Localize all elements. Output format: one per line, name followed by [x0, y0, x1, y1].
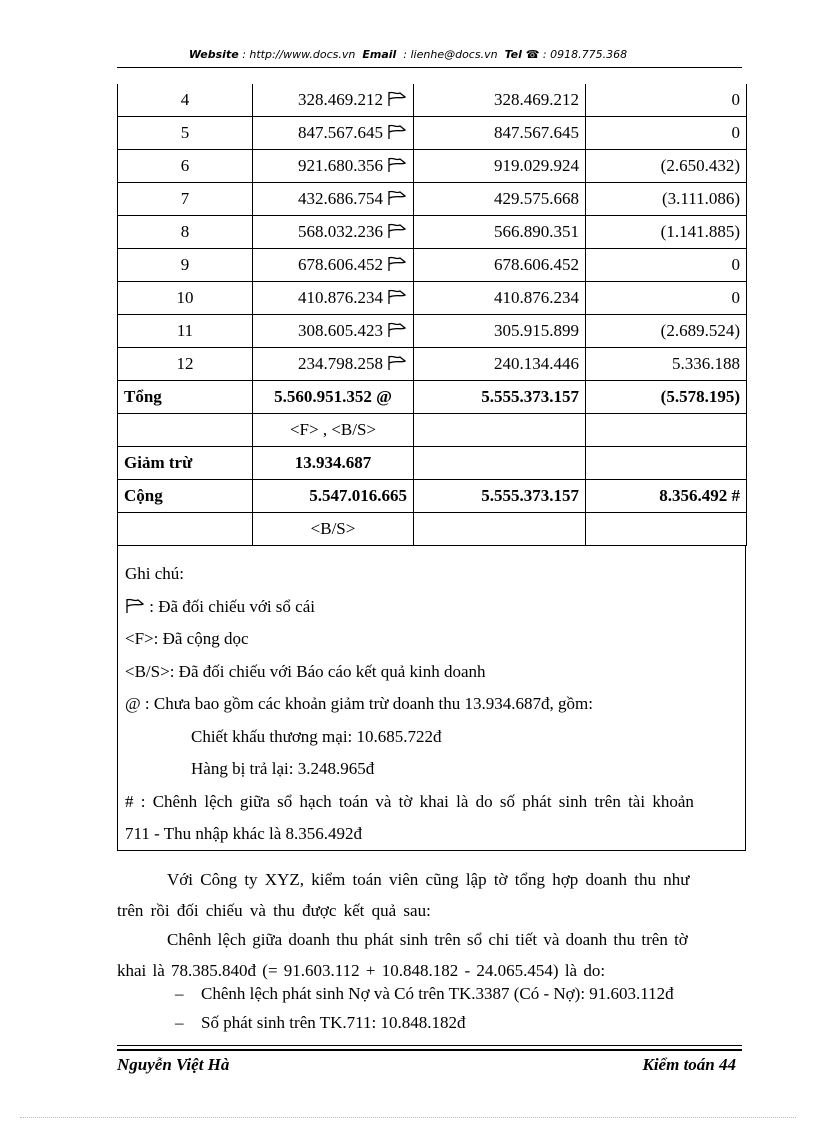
paragraph-2-line2: khai là 78.385.840đ (= 91.603.112 + 10.848.182 - 24.065.454) là do: [117, 961, 606, 980]
bullet-2-text: Số phát sinh trên TK.711: 10.848.182đ [201, 1013, 466, 1032]
bullet-2 [175, 1013, 465, 1033]
header-divider [117, 67, 742, 68]
table-row [118, 249, 747, 282]
table-row [118, 84, 747, 117]
checked-flag-icon [387, 124, 407, 140]
table-row [118, 315, 747, 348]
ledger-value: 921.680.356 [298, 156, 383, 175]
ledger-value: 410.876.234 [298, 288, 383, 307]
ledger-cell [253, 315, 414, 348]
tel-label: Tel ☎ [504, 48, 540, 61]
sum-label: Cộng [118, 480, 253, 513]
diff-cell: (2.650.432) [586, 150, 747, 183]
checked-flag-icon [387, 355, 407, 371]
f-note: <F>: Đã cộng dọc [125, 629, 249, 648]
hash-note-line2: 711 - Thu nhập khác là 8.356.492đ [125, 824, 363, 843]
email-value: : lienhe@docs.vn [403, 48, 498, 61]
table-summary [118, 381, 747, 546]
month-cell: 12 [118, 348, 253, 381]
total-diff: (5.578.195) [586, 381, 747, 414]
diff-cell: 0 [586, 84, 747, 117]
declared-cell: 847.567.645 [414, 117, 586, 150]
returns-note: Hàng bị trả lại: 3.248.965đ [191, 759, 375, 778]
ledger-cell [253, 150, 414, 183]
sum-declared: 5.555.373.157 [414, 480, 586, 513]
footer-page-label: Kiểm toán 44 [642, 1055, 736, 1074]
month-cell: 6 [118, 150, 253, 183]
declared-cell: 305.915.899 [414, 315, 586, 348]
ledger-cell [253, 249, 414, 282]
total-row [118, 381, 747, 414]
footer-divider-thin [117, 1045, 742, 1046]
ledger-cell [253, 282, 414, 315]
total-declared: 5.555.373.157 [414, 381, 586, 414]
checked-flag-icon [387, 322, 407, 338]
revenue-comparison-table [117, 84, 747, 546]
sum-diff: 8.356.492 # [586, 480, 747, 513]
diff-cell: (3.111.086) [586, 183, 747, 216]
deduction-ledger: 13.934.687 [253, 447, 414, 480]
deduction-label: Giảm trừ [118, 447, 253, 480]
sum-mark: <B/S> [253, 513, 414, 546]
website-value: : http://www.docs.vn [242, 48, 356, 61]
checked-flag-icon [387, 223, 407, 239]
month-cell: 5 [118, 117, 253, 150]
ledger-cell [253, 216, 414, 249]
sum-ledger: 5.547.016.665 [253, 480, 414, 513]
table-row [118, 348, 747, 381]
bullet-1-text: Chênh lệch phát sinh Nợ và Có trên TK.3387 (Có - Nợ): 91.603.112đ [201, 984, 674, 1003]
paragraph-1-line1: Với Công ty XYZ, kiểm toán viên cũng lập tờ tổng hợp doanh thu như [167, 870, 690, 889]
month-cell: 10 [118, 282, 253, 315]
declared-cell: 919.029.924 [414, 150, 586, 183]
declared-cell: 429.575.668 [414, 183, 586, 216]
notes-title: Ghi chú: [125, 564, 185, 583]
total-ledger: 5.560.951.352 @ [253, 381, 414, 414]
page-bottom-edge [20, 1117, 796, 1118]
hash-note-line1: # : Chênh lệch giữa sổ hạch toán và tờ khai là do số phát sinh trên tài khoản [125, 791, 694, 811]
paragraph-1 [117, 864, 742, 926]
footer-author: Nguyễn Việt Hà [117, 1055, 230, 1074]
declared-cell: 328.469.212 [414, 84, 586, 117]
month-cell: 4 [118, 84, 253, 117]
declared-cell: 678.606.452 [414, 249, 586, 282]
table-row [118, 282, 747, 315]
bullet-dash: – [175, 984, 184, 1003]
total-mark-row [118, 414, 747, 447]
table-body [118, 84, 747, 381]
ledger-value: 328.469.212 [298, 90, 383, 109]
email-label: Email [362, 48, 397, 61]
ledger-value: 308.605.423 [298, 321, 383, 340]
total-mark: <F> , <B/S> [253, 414, 414, 447]
ledger-value: 847.567.645 [298, 123, 383, 142]
table-row [118, 183, 747, 216]
ledger-cell [253, 348, 414, 381]
diff-cell: 0 [586, 282, 747, 315]
diff-cell: (2.689.524) [586, 315, 747, 348]
sum-mark-row [118, 513, 747, 546]
month-cell: 11 [118, 315, 253, 348]
discount-note: Chiết khấu thương mại: 10.685.722đ [191, 726, 442, 746]
diff-cell: 5.336.188 [586, 348, 747, 381]
declared-cell: 566.890.351 [414, 216, 586, 249]
checked-flag-icon [387, 157, 407, 173]
checked-flag-icon [387, 256, 407, 272]
paragraph-2-line1: Chênh lệch giữa doanh thu phát sinh trên sổ chi tiết và doanh thu trên tờ [167, 930, 688, 949]
deduction-row [118, 447, 747, 480]
ledger-cell [253, 183, 414, 216]
diff-cell: 0 [586, 249, 747, 282]
ledger-cell [253, 117, 414, 150]
total-label: Tổng [118, 381, 253, 414]
checked-flag-icon [387, 289, 407, 305]
diff-cell: 0 [586, 117, 747, 150]
table-row [118, 216, 747, 249]
month-cell: 7 [118, 183, 253, 216]
paragraph-2 [117, 924, 742, 986]
tel-value: : 0918.775.368 [542, 48, 628, 61]
bullet-1 [175, 984, 674, 1004]
ledger-value: 234.798.258 [298, 354, 383, 373]
ledger-value: 432.686.754 [298, 189, 383, 208]
ledger-value: 678.606.452 [298, 255, 383, 274]
ledger-value: 568.032.236 [298, 222, 383, 241]
notes-box [117, 546, 746, 851]
sum-row [118, 480, 747, 513]
footer-divider-thick [117, 1049, 742, 1051]
flag-note [125, 591, 738, 624]
bs-note: <B/S>: Đã đối chiếu với Báo cáo kết quả kinh doanh [125, 661, 486, 681]
paragraph-1-line2: trên rồi đối chiếu và thu được kết quả sau: [117, 901, 431, 920]
table-row [118, 150, 747, 183]
month-cell: 9 [118, 249, 253, 282]
page-header [0, 48, 816, 61]
table-row [118, 117, 747, 150]
declared-cell: 410.876.234 [414, 282, 586, 315]
checked-flag-icon [125, 598, 145, 614]
diff-cell: (1.141.885) [586, 216, 747, 249]
checked-flag-icon [387, 91, 407, 107]
checked-flag-icon [387, 190, 407, 206]
month-cell: 8 [118, 216, 253, 249]
at-note: @ : Chưa bao gồm các khoản giảm trừ doanh thu 13.934.687đ, gồm: [125, 694, 593, 713]
website-label: Website [188, 48, 239, 61]
bullet-dash: – [175, 1013, 184, 1032]
flag-note-text: : Đã đối chiếu với sổ cái [149, 596, 315, 616]
declared-cell: 240.134.446 [414, 348, 586, 381]
ledger-cell [253, 84, 414, 117]
